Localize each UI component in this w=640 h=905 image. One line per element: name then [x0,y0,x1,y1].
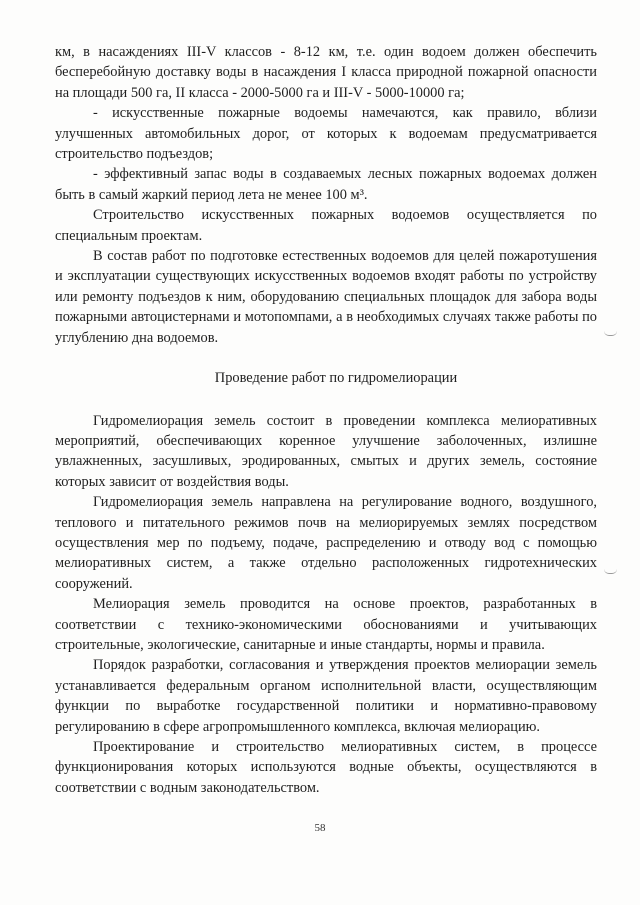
paragraph-melioration-projects: Мелиорация земель проводится на основе проектов, разработанных в соответствии с технико-экономическими обоснованиями и учитывающих строительные, экологические, санитарные и иные стандарты, нормы и правила. [55,596,597,653]
scan-mark [604,569,617,574]
paragraph-natural-ponds-preparation: В состав работ по подготовке естественных водоемов для целей пожаротушения и эксплуатации существующих искусственных водоемов входят работы по устройству или ремонту подъездов к ним, оборудованию специальных площадок для забора воды пожарными автоцистернами и мотопомпами, а в необходимых случаях также работы по углублению дна водоемов. [55,248,597,346]
document-body [55,42,597,798]
paragraph-hydromelioration-definition: Гидромелиорация земель состоит в проведении комплекса мелиоративных мероприятий, обеспечивающих коренное улучшение заболоченных, излишне увлажненных, засушливых, эродированных, смытых и других земель, состояние которых зависит от воздействия воды. [55,412,597,490]
list-item-fire-ponds-roads: - искусственные пожарные водоемы намечаются, как правило, вблизи улучшенных автомобильных дорог, от которых к водоемам предусматривается строительство подъездов; [55,105,597,163]
paragraph-approval-procedure: Порядок разработки, согласования и утверждения проектов мелиорации земель устанавливается федеральным органом исполнительной власти, осуществляющим функции по выработке государственной политики и нормативно-правовому регулированию в сфере агропромышленного комплекса, включая мелиорацию. [55,657,597,735]
paragraph-continuation: км, в насаждениях III-V классов - 8-12 км, т.е. один водоем должен обеспечить бесперебойную доставку воды в насаждения I класса природной пожарной опасности на площади 500 га, II класса - 2000-5000 га и III-V - 5000-10000 га; [55,44,597,101]
list-item-water-reserve: - эффективный запас воды в создаваемых лесных пожарных водоемах должен быть в самый жаркий период лета не менее 100 м³. [55,166,597,203]
page-number: 58 [314,822,326,834]
section-heading: Проведение работ по гидромелиорации [214,370,458,387]
paragraph-pond-construction: Строительство искусственных пожарных водоемов осуществляется по специальным проектам. [55,207,597,244]
paragraph-hydromelioration-purpose: Гидромелиорация земель направлена на регулирование водного, воздушного, теплового и питательного режимов почв на мелиорируемых землях посредством осуществления мер по подъему, подаче, распределению и отводу вод с помощью мелиоративных систем, а также отдельно расположенных гидротехнических сооружений. [55,494,597,592]
paragraph-design-construction: Проектирование и строительство мелиоративных систем, в процессе функционирования которых используются водные объекты, осуществляются в соответствии с водным законодательством. [55,739,597,796]
scan-mark [604,331,617,336]
